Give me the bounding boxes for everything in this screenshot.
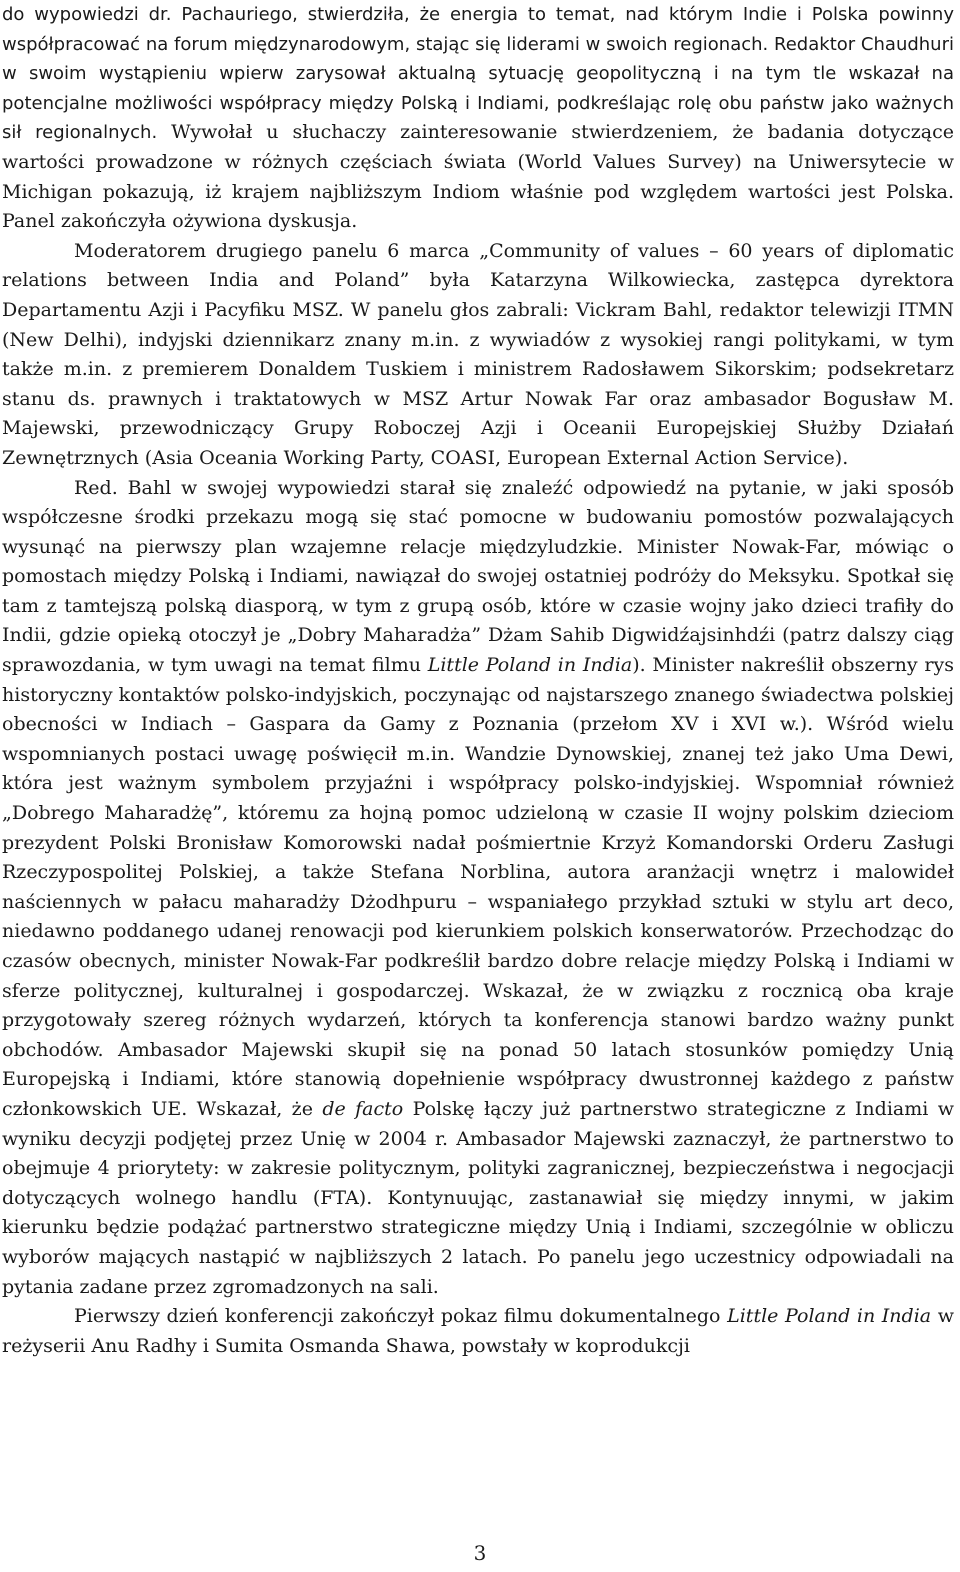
paragraph-1: [2, 0, 954, 237]
body-text: [2, 0, 954, 1361]
page-number: 3: [473, 1541, 487, 1565]
paragraph-3-part2: ). Minister nakreślił obszerny rys historyczny kontaktów polsko-indyjskich, poczynając od najstarszego znanego świadectwa polskiej obecności w Indiach – Gaspara da Gamy z Poznania (przełom XV i XVI w.). Wśród wielu wspomnianych postaci uwagę poświęcił m.in. Wandzie Dynowskiej, znanej też jako Uma Dewi, która jest ważnym symbolem przyjaźni i współpracy polsko-indyjskiej. Wspomniał również „Dobrego Maharadżę”, któremu za hojną pomoc udzieloną w czasie II wojny polskim dzieciom prezydent Polski Bronisław Komorowski nadał pośmiertnie Krzyż Komandorski Orderu Zasługi Rzeczypospolitej Polskiej, a także Stefana Norblina, autora aranżacji wnętrz i malowideł naściennych w pałacu maharadży Dżodhpuru – wspaniałego przykład sztuki w stylu art deco, niedawno poddanego udanej renowacji pod kierunkiem polskich konserwatorów. Przechodząc do czasów obecnych, minister Nowak-Far podkreślił bardzo dobre relacje między Polską i Indiami w sferze politycznej, kulturalnej i gospodarczej. Wskazał, że w związku z rocznicą oba kraje przygotowały szereg różnych wydarzeń, których ta konferencja stanowi bardzo ważny punkt obchodów. Ambasador Majewski skupił się na ponad 50 latach stosunków pomiędzy Unią Europejską i Indiami, które stanowią dopełnienie współpracy dwustronnej każdego z państw członkowskich UE. Wskazał, że: [2, 654, 954, 1120]
paragraph-4: [2, 1302, 954, 1361]
de-facto-term: de facto: [322, 1097, 404, 1120]
paragraph-4-part1: Pierwszy dzień konferencji zakończył pokaz filmu dokumentalnego: [74, 1305, 728, 1328]
paragraph-1-rest: Wywołał u słuchaczy zainteresowanie stwierdzeniem, że badania dotyczące wartości prowadzone w różnych częściach świata (World Values Survey) na Uniwersytecie w Michigan pokazują, iż krajem najbliższym Indiom właśnie pod względem wartości jest Polska. Panel zakończyła ożywiona dyskusja.: [2, 121, 954, 233]
paragraph-3-part1: Red. Bahl w swojej wypowiedzi starał się znaleźć odpowiedź na pytanie, w jaki sposób współczesne środki przekazu mogą się stać pomocne w budowaniu pomostów pozwalających wysunąć na pierwszy plan wzajemne relacje międzyludzkie. Minister Nowak-Far, mówiąc o pomostach między Polską i Indiami, nawiązał do swojej ostatniej podróży do Meksyku. Spotkał się tam z tamtejszą polską diasporą, w tym z grupą osób, które w czasie wojny jako dzieci trafiły do Indii, gdzie opieką otoczył je „Dobry Maharadża” Dżam Sahib Digwidźajsinhdźi (patrz dalszy ciąg sprawozdania, w tym uwagi na temat filmu: [2, 476, 954, 677]
paragraph-4-part2: w reżyserii Anu Radhy i Sumita Osmanda Shawa, powstały w koprodukcji: [2, 1305, 955, 1357]
film-title: Little Poland in India: [727, 1305, 932, 1328]
paragraph-2: Moderatorem drugiego panelu 6 marca „Community of values – 60 years of diplomatic relations between India and Poland” była Katarzyna Wilkowiecka, zastępca dyrektora Departamentu Azji i Pacyfiku MSZ. W panelu głos zabrali: Vickram Bahl, redaktor telewizji ITMN (New Delhi), indyjski dziennikarz znany m.in. z wywiadów z wysokiej rangi politykami, w tym także m.in. z premierem Donaldem Tuskiem i ministrem Radosławem Sikorskim; podsekretarz stanu ds. prawnych i traktatowych w MSZ Artur Nowak Far oraz ambasador Bogusław M. Majewski, przewodniczący Grupy Roboczej Azji i Oceanii Europejskiej Służby Działań Zewnętrznych (Asia Oceania Working Party, COASI, European External Action Service).: [2, 239, 954, 469]
paragraph-3: [2, 474, 954, 1303]
film-title: Little Poland in India: [427, 654, 633, 677]
paragraph-1-start: do wypowiedzi dr. Pachauriego, stwierdziła, że energia to temat, nad którym Indie i Polska powinny współpracować na forum międzynarodowym, stając się liderami w swoich regionach. Redaktor Chaudhuri w swoim wystąpieniu wpierw zarysował aktualną sytuację geopolityczną i na tym tle wskazał na potencjalne możliwości współpracy między Polską i Indiami, podkreślając rolę obu państw jako ważnych sił regionalnych.: [2, 4, 954, 144]
paragraph-3-part3: Polskę łączy już partnerstwo strategiczne z Indiami w wyniku decyzji podjętej przez Unię w 2004 r. Ambasador Majewski zaznaczył, że partnerstwo to obejmuje 4 priorytety: w zakresie politycznym, polityki zagranicznej, bezpieczeństwa i negocjacji dotyczących wolnego handlu (FTA). Kontynuując, zastanawiał się między innymi, w jakim kierunku będzie podążać partnerstwo strategiczne między Unią i Indiami, szczególnie w obliczu wyborów mających nastąpić w najbliższych 2 latach. Po panelu jego uczestnicy odpowiadali na pytania zadane przez zgromadzonych na sali.: [2, 1097, 954, 1298]
